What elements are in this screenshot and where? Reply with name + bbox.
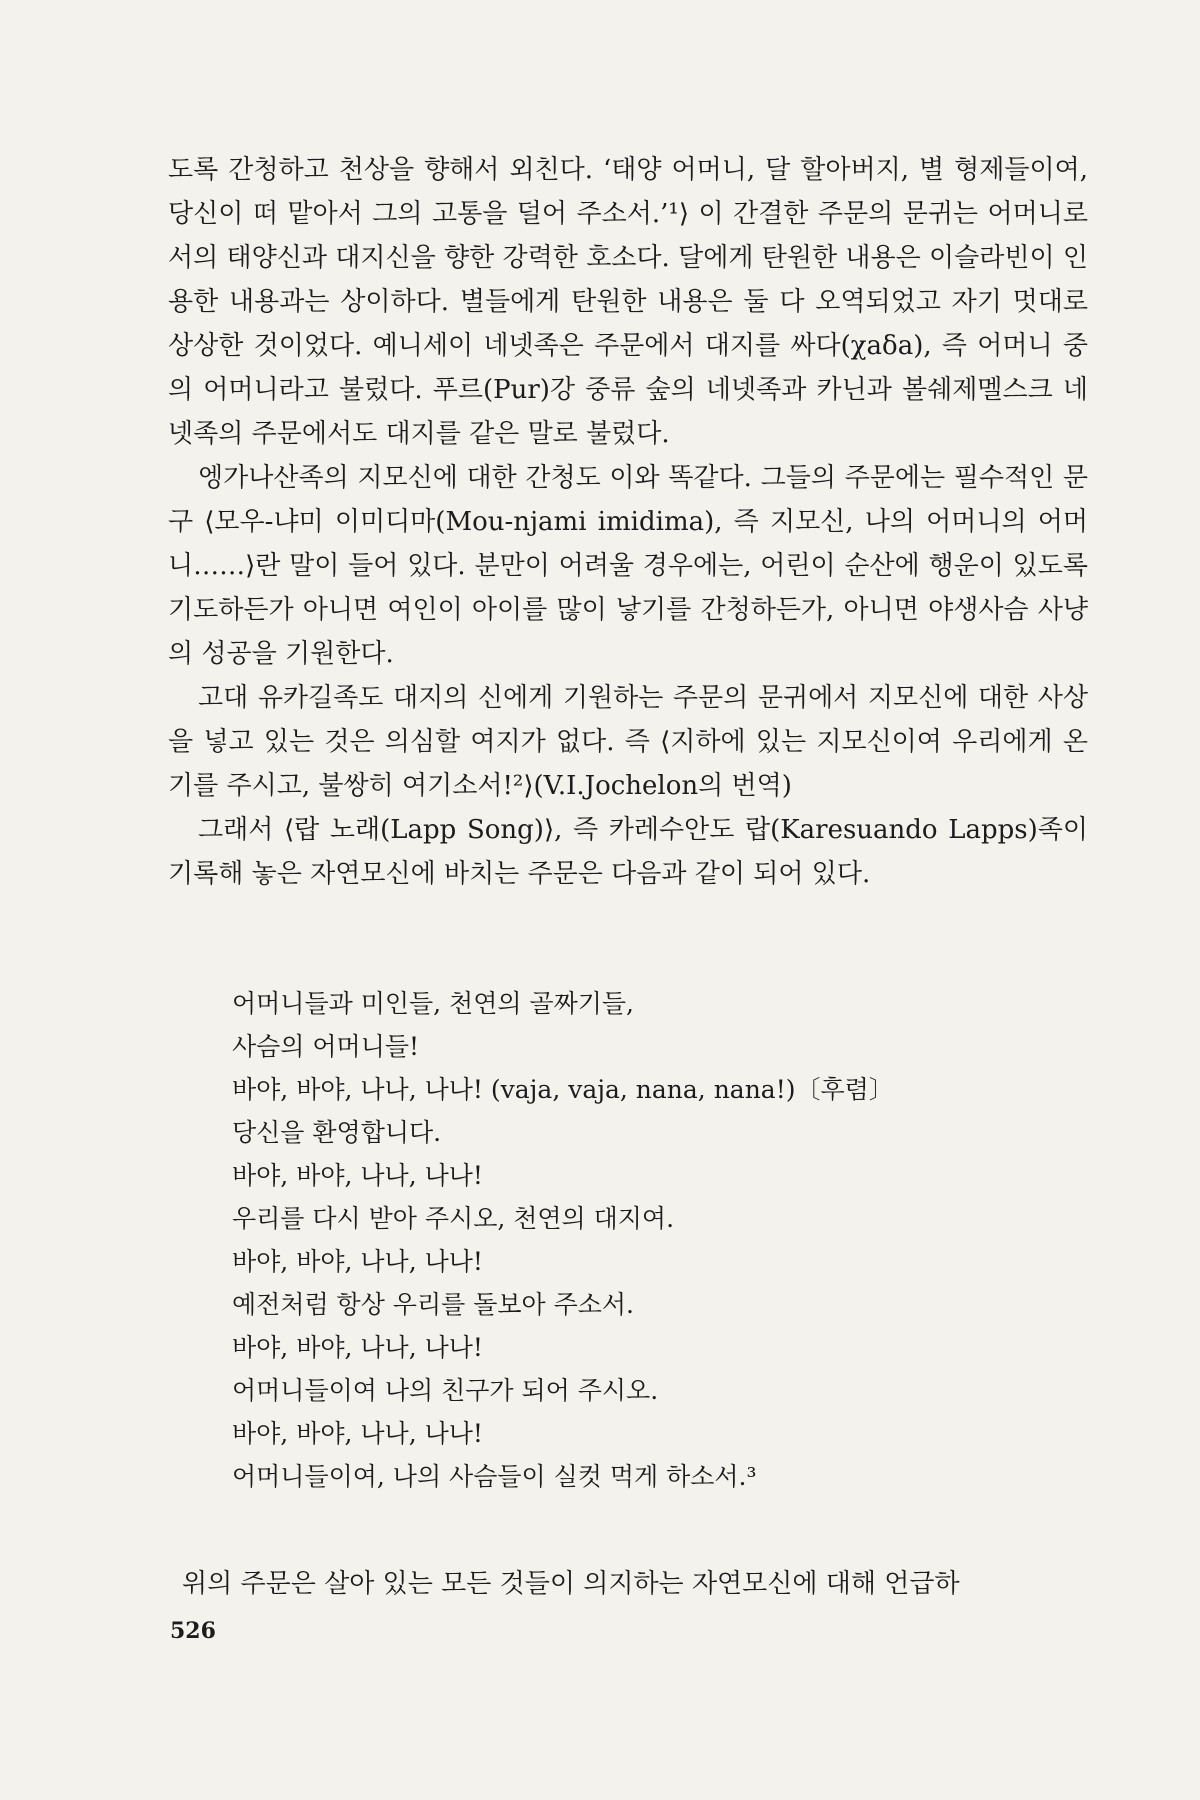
poem-line: 어머니들이여 나의 친구가 되어 주시오. bbox=[232, 1376, 659, 1405]
poem-line: 바야, 바야, 나나, 나나! bbox=[232, 1161, 483, 1190]
poem-line: 바야, 바야, 나나, 나나! bbox=[232, 1247, 483, 1276]
paragraph-1: 도록 간청하고 천상을 향해서 외친다. ‘태양 어머니, 달 할아버지, 별 형제들이여, 당신이 떠 맡아서 그의 고통을 덜어 주소서.’¹⟩ 이 간결한 주문의 문귀는 어머니로서의 태양신과 대지신을 향한 강력한 호소다. 달에게 탄원한 내용은 이슬라빈이 인용한 내용과는 상이하다. 별들에게 탄원한 내용은 둘 다 오역되었고 자기 멋대로 상상한 것이었다. 예니세이 네넷족은 주문에서 대지를 싸다(χaδa), 즉 어머니 중의 어머니라고 불렀다. 푸르(Pur)강 중류 숲의 네넷족과 카닌과 볼쉐제멜스크 네넷족의 주문에서도 대지를 같은 말로 불렀다. bbox=[168, 155, 1088, 449]
poem-line: 당신을 환영합니다. bbox=[232, 1118, 442, 1147]
page-number: 526 bbox=[170, 1618, 216, 1644]
poem-line: 바야, 바야, 나나, 나나! bbox=[232, 1333, 483, 1362]
paragraph-3: 고대 유카길족도 대지의 신에게 기원하는 주문의 문귀에서 지모신에 대한 사상을 넣고 있는 것은 의심할 여지가 없다. 즉 ⟨지하에 있는 지모신이여 우리에게 온기를 주시고, 불쌍히 여기소서!²⟩(V.I.Jochelon의 번역) bbox=[168, 683, 1088, 801]
poem-line: 예전처럼 항상 우리를 돌보아 주소서. bbox=[232, 1290, 634, 1319]
paragraph-2: 엥가나산족의 지모신에 대한 간청도 이와 똑같다. 그들의 주문에는 필수적인 문구 ⟨모우-냐미 이미디마(Mou-njami imidima), 즉 지모신, 나의 어머니의 어머니……⟩란 말이 들어 있다. 분만이 어려울 경우에는, 어린이 순산에 행운이 있도록 기도하든가 아니면 여인이 아이를 많이 낳기를 간청하든가, 아니면 야생사슴 사냥의 성공을 기원한다. bbox=[168, 463, 1089, 669]
main-text bbox=[168, 148, 1088, 896]
poem-line: 바야, 바야, 나나, 나나! (vaja, vaja, nana, nana!)〔후렴〕 bbox=[232, 1075, 894, 1104]
poem-line: 바야, 바야, 나나, 나나! bbox=[232, 1419, 483, 1448]
poem-line: 우리를 다시 받아 주시오, 천연의 대지여. bbox=[232, 1204, 675, 1233]
poem-line: 어머니들과 미인들, 천연의 골짜기들, bbox=[232, 989, 634, 1018]
poem-line: 사슴의 어머니들! bbox=[232, 1032, 420, 1061]
poem-line: 어머니들이여, 나의 사슴들이 실컷 먹게 하소서.³ bbox=[232, 1462, 757, 1491]
closing-line: 위의 주문은 살아 있는 모든 것들이 의지하는 자연모신에 대해 언급하 bbox=[182, 1569, 960, 1599]
paragraph-4: 그래서 ⟨랍 노래(Lapp Song)⟩, 즉 카레수안도 랍(Karesuando Lapps)족이 기록해 놓은 자연모신에 바치는 주문은 다음과 같이 되어 있다. bbox=[168, 815, 1088, 889]
poem-block bbox=[232, 982, 1072, 1498]
